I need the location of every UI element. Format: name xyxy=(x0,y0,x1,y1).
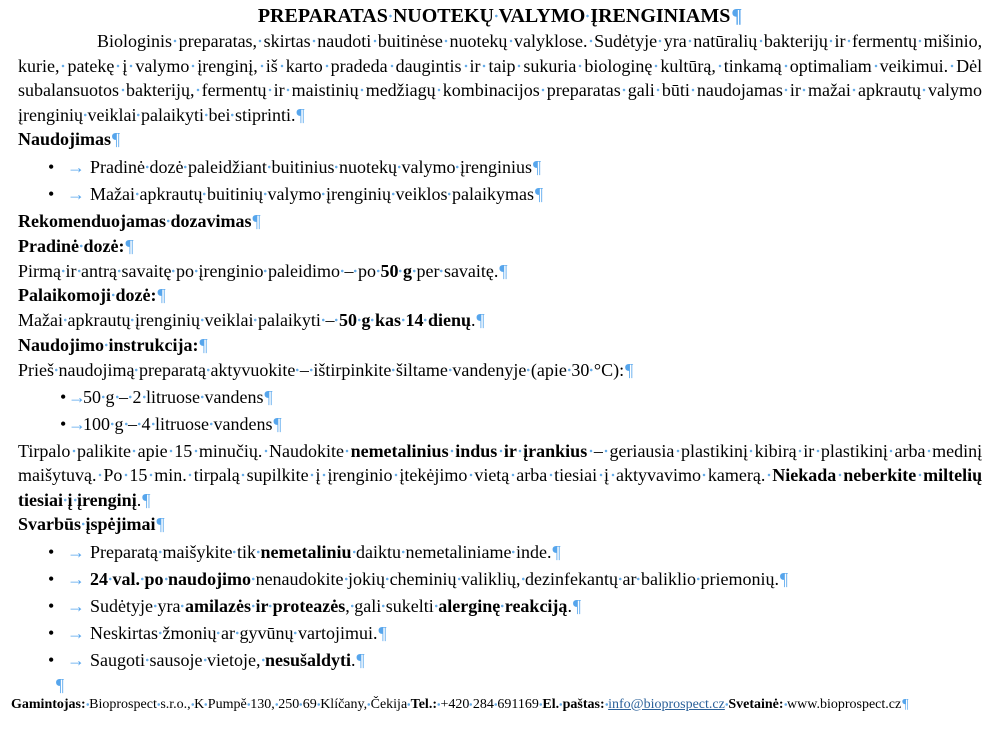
space-dot-mark xyxy=(621,80,628,100)
space-dot-mark xyxy=(309,360,314,380)
text-run: 100 g – 4 litruose vandens xyxy=(83,413,273,434)
space-dot-mark xyxy=(59,56,67,76)
space-dot-mark xyxy=(392,465,399,485)
space-dot-mark xyxy=(449,441,456,461)
space-dot-mark xyxy=(200,310,205,330)
space-dot-mark xyxy=(119,80,126,100)
bullet-list xyxy=(18,155,982,207)
pilcrow-mark: ¶ xyxy=(356,649,365,670)
space-dot-mark xyxy=(687,31,694,51)
space-dot-mark xyxy=(317,697,321,712)
tab-arrow-icon: → xyxy=(67,568,85,589)
text-run: Palaikomoji dozė: xyxy=(18,285,157,305)
section-heading xyxy=(18,127,982,152)
space-dot-mark xyxy=(412,261,417,281)
pilcrow-mark: ¶ xyxy=(552,541,561,562)
text-run: . xyxy=(470,310,476,330)
text-run: Saugoti sausoje vietoje, xyxy=(90,650,265,670)
space-dot-mark xyxy=(86,697,90,712)
text-run: 24 val. po naudojimo xyxy=(90,568,252,589)
space-dot-mark xyxy=(462,56,470,76)
pilcrow-mark: ¶ xyxy=(252,210,261,231)
list-item xyxy=(60,412,982,437)
space-dot-mark xyxy=(507,31,514,51)
space-dot-mark xyxy=(851,80,858,100)
text-run: Neskirtas žmonių ar gyvūnų vartojimui. xyxy=(90,622,378,643)
space-dot-mark xyxy=(437,697,441,712)
text-run: Pradinė dozė paleidžiant buitinius nuotekų valymo įrenginius xyxy=(90,156,532,177)
text-run: Naudojimas xyxy=(18,129,112,149)
space-dot-mark xyxy=(135,184,140,204)
space-dot-mark xyxy=(267,157,272,177)
space-dot-mark xyxy=(140,569,145,589)
space-dot-mark xyxy=(189,56,197,76)
space-dot-mark xyxy=(147,465,154,485)
space-dot-mark xyxy=(81,514,86,534)
space-dot-mark xyxy=(203,650,208,670)
space-dot-mark xyxy=(370,310,375,330)
text-run: alerginę reakciją xyxy=(438,595,568,616)
bullet-icon: • xyxy=(60,413,67,434)
space-dot-mark xyxy=(436,80,443,100)
space-dot-mark xyxy=(469,697,473,712)
pilcrow-mark: ¶ xyxy=(156,514,165,534)
space-dot-mark xyxy=(391,360,396,380)
space-dot-mark xyxy=(443,31,450,51)
space-dot-mark xyxy=(401,542,406,562)
text-run: El. paštas: xyxy=(542,696,605,712)
space-dot-mark xyxy=(757,31,764,51)
space-dot-mark xyxy=(344,441,351,461)
space-dot-mark xyxy=(258,56,266,76)
space-dot-mark xyxy=(127,56,135,76)
space-dot-mark xyxy=(515,56,523,76)
space-dot-mark xyxy=(268,596,273,616)
bullet-list xyxy=(18,385,982,437)
text-run: – geriausia plastikinį kibirą ir plastikinį arba medinį maišytuvą. Po 15 min. tirpalą supilkite į įrenginio įtekėjimo vietą arba tiesiai į aktyvavimo kamerą. xyxy=(18,440,983,485)
text-run: www.bioprospect.cz xyxy=(784,697,902,712)
space-dot-mark xyxy=(235,623,240,643)
pilcrow-mark: ¶ xyxy=(779,568,789,589)
space-dot-mark xyxy=(397,157,402,177)
space-dot-mark xyxy=(398,261,403,281)
tab-arrow-icon: → xyxy=(67,595,85,616)
space-dot-mark xyxy=(77,261,82,281)
space-dot-mark xyxy=(158,542,163,562)
space-dot-mark xyxy=(200,387,205,407)
space-dot-mark xyxy=(285,80,292,100)
space-dot-mark xyxy=(83,105,88,125)
pilcrow-mark: ¶ xyxy=(902,696,909,712)
pilcrow-mark: ¶ xyxy=(476,310,485,330)
space-dot-mark xyxy=(101,387,106,407)
pilcrow-mark: ¶ xyxy=(56,674,65,695)
space-dot-mark xyxy=(61,261,66,281)
space-dot-mark xyxy=(321,465,328,485)
space-dot-mark xyxy=(172,31,179,51)
list-item xyxy=(48,567,982,592)
space-dot-mark xyxy=(145,650,150,670)
paragraph xyxy=(18,358,982,383)
space-dot-mark xyxy=(104,335,109,355)
space-dot-mark xyxy=(262,441,269,461)
tab-arrow-icon: → xyxy=(67,541,85,562)
space-dot-mark xyxy=(494,5,499,27)
space-dot-mark xyxy=(588,31,595,51)
space-dot-mark xyxy=(872,56,880,76)
pilcrow-mark: ¶ xyxy=(112,129,121,149)
text-run: Rekomenduojamas dozavimas xyxy=(18,210,252,231)
space-dot-mark xyxy=(251,596,256,616)
space-dot-mark xyxy=(73,490,78,510)
space-dot-mark xyxy=(114,56,122,76)
space-dot-mark xyxy=(70,441,77,461)
text-run: Niekada neberkite miltelių tiesiai į įrenginį xyxy=(18,465,983,510)
bullet-icon: • xyxy=(48,649,55,670)
text-run: Pirmą ir antrą savaitę po įrenginio paleidimo – po xyxy=(18,261,380,281)
space-dot-mark xyxy=(122,465,129,485)
space-dot-mark xyxy=(128,387,133,407)
space-dot-mark xyxy=(263,261,268,281)
space-dot-mark xyxy=(603,441,610,461)
space-dot-mark xyxy=(636,569,641,589)
space-dot-mark xyxy=(344,569,349,589)
space-dot-mark xyxy=(547,465,554,485)
section-heading xyxy=(18,234,982,259)
space-dot-mark xyxy=(814,441,821,461)
space-dot-mark xyxy=(401,310,406,330)
tab-arrow-icon: → xyxy=(68,413,86,434)
space-dot-mark xyxy=(192,441,199,461)
space-dot-mark xyxy=(340,261,345,281)
space-dot-mark xyxy=(157,697,161,712)
space-dot-mark xyxy=(921,80,928,100)
space-dot-mark xyxy=(267,80,274,100)
text-run: Gamintojas: xyxy=(11,696,86,712)
space-dot-mark xyxy=(164,569,169,589)
space-dot-mark xyxy=(559,697,563,712)
text-run: nenaudokite jokių cheminių valiklių, dezinfekantų ar baliklio priemonių. xyxy=(251,569,779,589)
pilcrow-mark: ¶ xyxy=(125,235,134,256)
section-heading xyxy=(18,283,982,308)
space-dot-mark xyxy=(696,569,701,589)
space-dot-mark xyxy=(367,697,371,712)
text-run: +420 284 691169 xyxy=(437,697,542,712)
bullet-icon: • xyxy=(48,595,55,616)
text-run: . xyxy=(136,489,142,510)
space-dot-mark xyxy=(618,569,623,589)
space-dot-mark xyxy=(701,465,708,485)
space-dot-mark xyxy=(171,261,176,281)
space-dot-mark xyxy=(136,105,141,125)
space-dot-mark xyxy=(748,441,755,461)
space-dot-mark xyxy=(137,414,142,434)
list-item xyxy=(48,621,982,646)
space-dot-mark xyxy=(926,441,933,461)
bullet-icon: • xyxy=(48,156,55,177)
bullet-list xyxy=(18,540,982,673)
space-dot-mark xyxy=(309,465,316,485)
space-dot-mark xyxy=(784,697,788,712)
text-run: nesušaldyti xyxy=(265,649,352,670)
space-dot-mark xyxy=(130,310,135,330)
space-dot-mark xyxy=(497,441,504,461)
space-dot-mark xyxy=(388,5,393,27)
tab-arrow-icon: → xyxy=(67,622,85,643)
space-dot-mark xyxy=(206,360,211,380)
space-dot-mark xyxy=(295,360,300,380)
text-run: Tirpalo palikite apie 15 minučių. Naudokite xyxy=(18,441,351,461)
list-item xyxy=(48,182,982,207)
space-dot-mark xyxy=(153,596,158,616)
list-item xyxy=(48,155,982,180)
space-dot-mark xyxy=(359,80,366,100)
space-dot-mark xyxy=(517,441,524,461)
space-dot-mark xyxy=(917,31,924,51)
space-dot-mark xyxy=(108,569,113,589)
pilcrow-mark: ¶ xyxy=(273,413,282,434)
text-run: amilazės ir proteazės xyxy=(184,595,346,616)
space-dot-mark xyxy=(494,697,498,712)
space-dot-mark xyxy=(124,414,129,434)
pilcrow-mark: ¶ xyxy=(157,285,166,305)
space-dot-mark xyxy=(54,360,59,380)
text-run: nemetalinius indus ir įrankius xyxy=(350,440,588,461)
bullet-icon: • xyxy=(48,183,55,204)
document-title xyxy=(18,3,982,29)
space-dot-mark xyxy=(202,184,207,204)
space-dot-mark xyxy=(278,56,286,76)
space-dot-mark xyxy=(782,56,790,76)
space-dot-mark xyxy=(352,542,357,562)
tab-arrow-icon: → xyxy=(67,156,85,177)
space-dot-mark xyxy=(509,465,516,485)
space-dot-mark xyxy=(585,5,590,27)
section-heading xyxy=(18,512,982,537)
bullet-icon: • xyxy=(48,541,55,562)
space-dot-mark xyxy=(597,465,604,485)
space-dot-mark xyxy=(448,360,453,380)
pilcrow-mark: ¶ xyxy=(572,595,582,616)
space-dot-mark xyxy=(311,31,318,51)
email-link[interactable]: info@bioprospect.cz xyxy=(608,696,725,712)
space-dot-mark xyxy=(253,310,258,330)
text-run: 50 g – 2 litruose vandens xyxy=(83,386,264,407)
space-dot-mark xyxy=(240,465,247,485)
space-dot-mark xyxy=(828,31,835,51)
space-dot-mark xyxy=(321,310,326,330)
space-dot-mark xyxy=(63,490,68,510)
text-run: Naudojimo instrukcija: xyxy=(18,334,199,355)
space-dot-mark xyxy=(916,465,923,485)
space-dot-mark xyxy=(204,105,209,125)
space-dot-mark xyxy=(567,360,572,380)
text-run: nemetaliniu xyxy=(260,541,352,562)
bullet-icon: • xyxy=(48,622,55,643)
space-dot-mark xyxy=(455,157,460,177)
space-dot-mark xyxy=(381,596,386,616)
text-run: Mažai apkrautų buitinių valymo įrenginių veiklos palaikymas xyxy=(90,183,534,204)
text-run: . xyxy=(351,649,356,670)
space-dot-mark xyxy=(230,105,235,125)
space-dot-mark xyxy=(134,360,139,380)
space-dot-mark xyxy=(353,261,358,281)
space-dot-mark xyxy=(609,465,616,485)
space-dot-mark xyxy=(388,56,396,76)
space-dot-mark xyxy=(457,569,462,589)
footer-line xyxy=(11,696,992,713)
space-dot-mark xyxy=(439,261,444,281)
tab-arrow-icon: → xyxy=(67,649,85,670)
space-dot-mark xyxy=(467,465,474,485)
text-run: , gali sukelti xyxy=(345,596,438,616)
space-dot-mark xyxy=(195,80,202,100)
text-run: Svarbūs įspėjimai xyxy=(18,514,156,534)
paragraph xyxy=(18,308,982,333)
space-dot-mark xyxy=(423,310,428,330)
space-dot-mark xyxy=(589,360,594,380)
paragraph xyxy=(18,439,982,513)
space-dot-mark xyxy=(209,414,214,434)
tab-arrow-icon: → xyxy=(67,183,85,204)
space-dot-mark xyxy=(797,441,804,461)
space-dot-mark xyxy=(117,261,122,281)
paragraph xyxy=(18,29,982,127)
space-dot-mark xyxy=(257,31,264,51)
space-dot-mark xyxy=(166,211,171,231)
space-dot-mark xyxy=(263,184,268,204)
space-dot-mark xyxy=(845,31,852,51)
space-dot-mark xyxy=(716,56,724,76)
space-dot-mark xyxy=(576,56,584,76)
paragraph xyxy=(18,259,982,284)
space-dot-mark xyxy=(293,623,298,643)
text-run: Prieš naudojimą preparatą aktyvuokite – ištirpinkite šiltame vandenyje (apie 30 °C): xyxy=(18,359,625,380)
space-dot-mark xyxy=(587,441,594,461)
list-item xyxy=(48,648,982,673)
space-dot-mark xyxy=(145,157,150,177)
space-dot-mark xyxy=(690,80,697,100)
pilcrow-mark: ¶ xyxy=(532,156,542,177)
space-dot-mark xyxy=(232,542,237,562)
text-run: per savaitę. xyxy=(412,261,498,281)
space-dot-mark xyxy=(194,261,199,281)
space-dot-mark xyxy=(275,697,279,712)
pilcrow-mark: ¶ xyxy=(534,183,544,204)
space-dot-mark xyxy=(655,80,662,100)
space-dot-mark xyxy=(158,623,163,643)
space-dot-mark xyxy=(323,56,331,76)
list-item xyxy=(60,385,982,410)
space-dot-mark xyxy=(521,569,526,589)
space-dot-mark xyxy=(385,569,390,589)
space-dot-mark xyxy=(187,465,194,485)
space-dot-mark xyxy=(783,80,790,100)
section-heading xyxy=(18,333,982,358)
space-dot-mark xyxy=(142,387,147,407)
text-run: Preparatą maišykite tik xyxy=(90,542,260,562)
space-dot-mark xyxy=(357,310,362,330)
space-dot-mark xyxy=(216,623,221,643)
pilcrow-mark: ¶ xyxy=(378,622,387,643)
space-dot-mark xyxy=(371,31,378,51)
section-heading xyxy=(18,209,982,234)
pilcrow-mark: ¶ xyxy=(199,334,208,355)
space-dot-mark xyxy=(511,542,516,562)
list-item xyxy=(48,594,982,619)
pilcrow-mark: ¶ xyxy=(296,104,305,125)
pilcrow-mark: ¶ xyxy=(264,386,273,407)
space-dot-mark xyxy=(801,80,808,100)
space-dot-mark xyxy=(526,360,531,380)
space-dot-mark xyxy=(151,414,156,434)
space-dot-mark xyxy=(247,697,251,712)
bullet-icon: • xyxy=(60,386,67,407)
space-dot-mark xyxy=(204,697,208,712)
space-dot-mark xyxy=(131,441,138,461)
space-dot-mark xyxy=(183,157,188,177)
text-run: Svetainė: xyxy=(728,696,784,712)
space-dot-mark xyxy=(110,414,115,434)
text-run: Bioprospect s.r.o., K Pumpě 130, 250 69 Klíčany, Čekija xyxy=(86,697,411,712)
space-dot-mark xyxy=(111,285,116,305)
space-dot-mark xyxy=(350,596,355,616)
space-dot-mark xyxy=(391,184,396,204)
pilcrow-mark: ¶ xyxy=(499,260,508,281)
space-dot-mark xyxy=(447,184,452,204)
space-dot-mark xyxy=(97,465,104,485)
pilcrow-mark: ¶ xyxy=(142,489,151,510)
space-dot-mark xyxy=(321,184,326,204)
text-run: PREPARATAS NUOTEKŲ VALYMO ĮRENGINIAMS xyxy=(257,5,731,27)
text-run: Pradinė dozė: xyxy=(18,235,125,256)
space-dot-mark xyxy=(652,56,660,76)
space-dot-mark xyxy=(481,56,489,76)
space-dot-mark xyxy=(63,310,68,330)
space-dot-mark xyxy=(168,441,175,461)
text-run: daiktu nemetaliniame inde. xyxy=(352,542,552,562)
space-dot-mark xyxy=(251,569,256,589)
text-run: 50 g xyxy=(380,260,412,281)
list-item xyxy=(48,540,982,565)
space-dot-mark xyxy=(657,31,664,51)
pilcrow-mark: ¶ xyxy=(625,359,634,380)
space-dot-mark xyxy=(299,697,303,712)
tab-arrow-icon: → xyxy=(68,386,86,407)
pilcrow-mark: ¶ xyxy=(731,5,743,27)
space-dot-mark xyxy=(836,465,843,485)
space-dot-mark xyxy=(79,236,84,256)
text-run: 50 g kas 14 dienų xyxy=(338,310,471,330)
space-dot-mark xyxy=(540,80,547,100)
text-run: . xyxy=(567,595,572,616)
text-run: Sudėtyje yra xyxy=(90,596,185,616)
space-dot-mark xyxy=(191,697,195,712)
text-run: Tel.: xyxy=(410,696,437,712)
space-dot-mark xyxy=(115,387,120,407)
text-run: Mažai apkrautų įrenginių veiklai palaikyti – xyxy=(18,310,339,330)
space-dot-mark xyxy=(334,157,339,177)
space-dot-mark xyxy=(948,56,956,76)
bullet-icon: • xyxy=(48,568,55,589)
empty-paragraph xyxy=(18,675,982,695)
text-run: Biologinis preparatas, skirtas naudoti buitinėse nuotekų valyklose. Sudėtyje yra natūralių bakterijų ir fermentų mišinio, kurie, patekę į valymo įrenginį, iš karto pradeda daugintis ir taip sukuria biologinę kultūrą, tinkamą optimaliam veikimui. Dėl subalansuotos bakterijų, fermentų ir maistinių medžiagų kombinacijos preparatas gali būti naudojamas ir mažai apkrautų valymo įrenginių veiklai palaikyti bei stiprinti. xyxy=(18,31,983,125)
space-dot-mark xyxy=(888,441,895,461)
space-dot-mark xyxy=(674,441,681,461)
space-dot-mark xyxy=(500,596,505,616)
